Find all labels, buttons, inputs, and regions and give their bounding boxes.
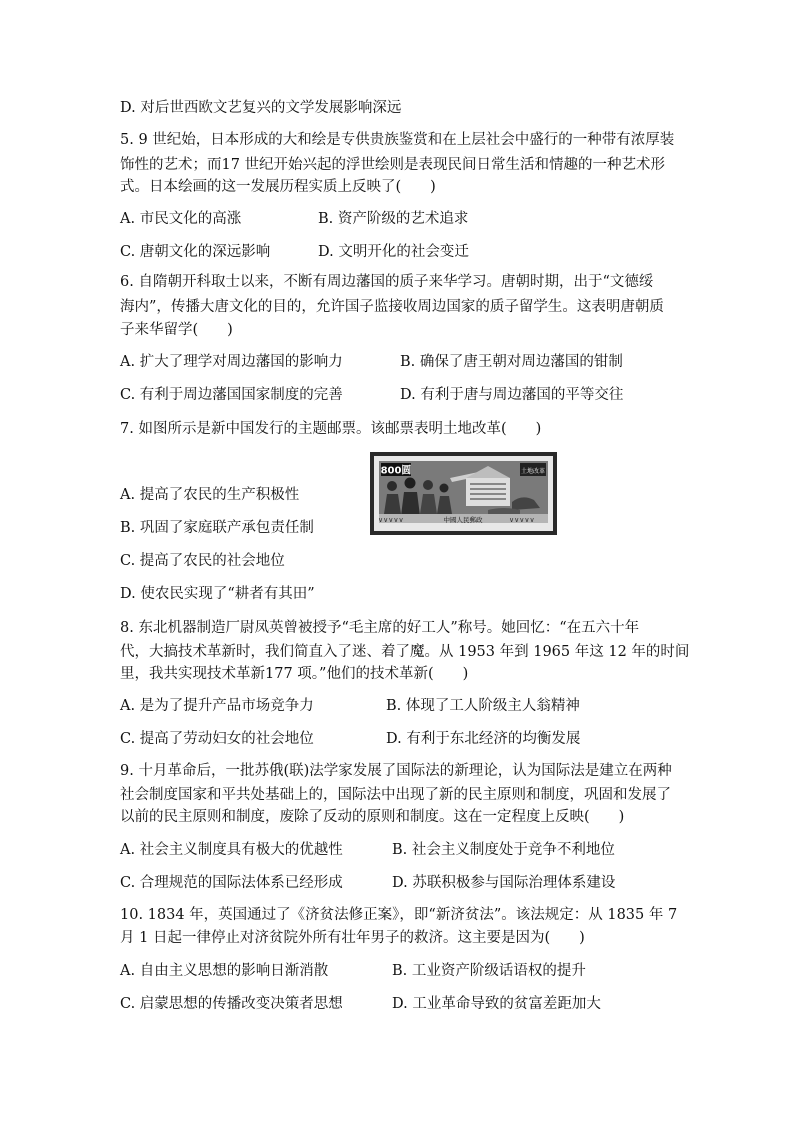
q6-option-a: A. 扩大了理学对周边藩国的影响力 (120, 354, 343, 370)
q6-stem-line-2: 海内”，传播大唐文化的目的，允许国子监接收周边国家的质子留学生。这表明唐朝质 (120, 299, 664, 315)
q5-stem-line-3: 式。日本绘画的这一发展历程实质上反映了( ) (120, 179, 436, 195)
q9-stem-line-2: 社会制度国家和平共处基础上的，国际法中出现了新的民主原则和制度，巩固和发展了 (120, 787, 671, 803)
q9-option-b: B. 社会主义制度处于竞争不利地位 (392, 842, 615, 858)
q7-option-a: A. 提高了农民的生产积极性 (120, 487, 300, 503)
q10-option-c: C. 启蒙思想的传播改变决策者思想 (120, 996, 343, 1012)
q6-option-c: C. 有利于周边藩国国家制度的完善 (120, 387, 343, 403)
q10-stem-line-2: 月 1 日起一律停止对济贫院外所有壮年男子的救济。这主要是因为( ) (120, 930, 585, 946)
q7-option-b: B. 巩固了家庭联产承包责任制 (120, 520, 314, 536)
q5-option-c: C. 唐朝文化的深远影响 (120, 244, 271, 260)
stamp-value: 800圆 (380, 465, 412, 477)
q9-option-c: C. 合理规范的国际法体系已经形成 (120, 875, 343, 891)
q8-stem-line-1: 8. 东北机器制造厂尉凤英曾被授予“毛主席的好工人”称号。她回忆：“在五六十年 (120, 620, 640, 636)
q7-option-c: C. 提高了农民的社会地位 (120, 553, 285, 569)
q8-option-c: C. 提高了劳动妇女的社会地位 (120, 731, 314, 747)
q9-option-d: D. 苏联积极参与国际治理体系建设 (392, 875, 616, 891)
q5-stem-line-1: 5. 9 世纪始，日本形成的大和绘是专供贵族鉴赏和在上层社会中盛行的一种带有浓厚装 (120, 132, 675, 148)
q5-stem-line-2: 饰性的艺术；而17 世纪开始兴起的浮世绘则是表现民间日常生活和情趣的一种艺术形 (120, 157, 666, 173)
q8-stem-line-2: 代，大搞技术革新时，我们简直入了迷、着了魔。从 1953 年到 1965 年这 12 年的时间 (120, 644, 690, 660)
q9-option-a: A. 社会主义制度具有极大的优越性 (120, 842, 343, 858)
svg-text:∨∨∨∨∨: ∨∨∨∨∨ (378, 516, 404, 524)
stamp-corner-title: 土地改革 (520, 468, 546, 475)
q9-stem-line-3: 以前的民主原则和制度，废除了反动的原则和制度。这在一定程度上反映( ) (120, 809, 625, 825)
q8-option-b: B. 体现了工人阶级主人翁精神 (386, 698, 580, 714)
svg-text:∨∨∨∨∨: ∨∨∨∨∨ (509, 516, 535, 524)
q6-option-d: D. 有利于唐与周边藩国的平等交往 (400, 387, 624, 403)
q8-stem-line-3: 里，我共实现技术革新177 项。”他们的技术革新( ) (120, 666, 469, 682)
q6-option-b: B. 确保了唐王朝对周边藩国的钳制 (400, 354, 623, 370)
q6-stem-line-3: 子来华留学( ) (120, 322, 233, 338)
stamp-caption: 中國人民郵政 (443, 516, 483, 524)
q9-stem-line-1: 9. 十月革命后，一批苏俄(联)法学家发展了国际法的新理论，认为国际法是建立在两种 (120, 763, 672, 779)
q10-option-a: A. 自由主义思想的影响日渐消散 (120, 963, 329, 979)
land-reform-stamp (370, 452, 557, 535)
q7-stem: 7. 如图所示是新中国发行的主题邮票。该邮票表明土地改革( ) (120, 421, 542, 437)
q5-option-a: A. 市民文化的高涨 (120, 211, 242, 227)
q7-option-d: D. 使农民实现了“耕者有其田” (120, 586, 315, 602)
q6-stem-line-1: 6. 自隋朝开科取士以来，不断有周边藩国的质子来华学习。唐朝时期，出于“文德绥 (120, 274, 654, 290)
q4-option-d: D. 对后世西欧文艺复兴的文学发展影响深远 (120, 100, 402, 116)
q10-option-d: D. 工业革命导致的贫富差距加大 (392, 996, 601, 1012)
q10-stem-line-1: 10. 1834 年，英国通过了《济贫法修正案》，即“新济贫法”。该法规定：从 1835 年 7 (120, 907, 678, 923)
q10-option-b: B. 工业资产阶级话语权的提升 (392, 963, 586, 979)
q8-option-a: A. 是为了提升产品市场竞争力 (120, 698, 314, 714)
q5-option-b: B. 资产阶级的艺术追求 (318, 211, 469, 227)
q5-option-d: D. 文明开化的社会变迁 (318, 244, 469, 260)
q8-option-d: D. 有利于东北经济的均衡发展 (386, 731, 581, 747)
